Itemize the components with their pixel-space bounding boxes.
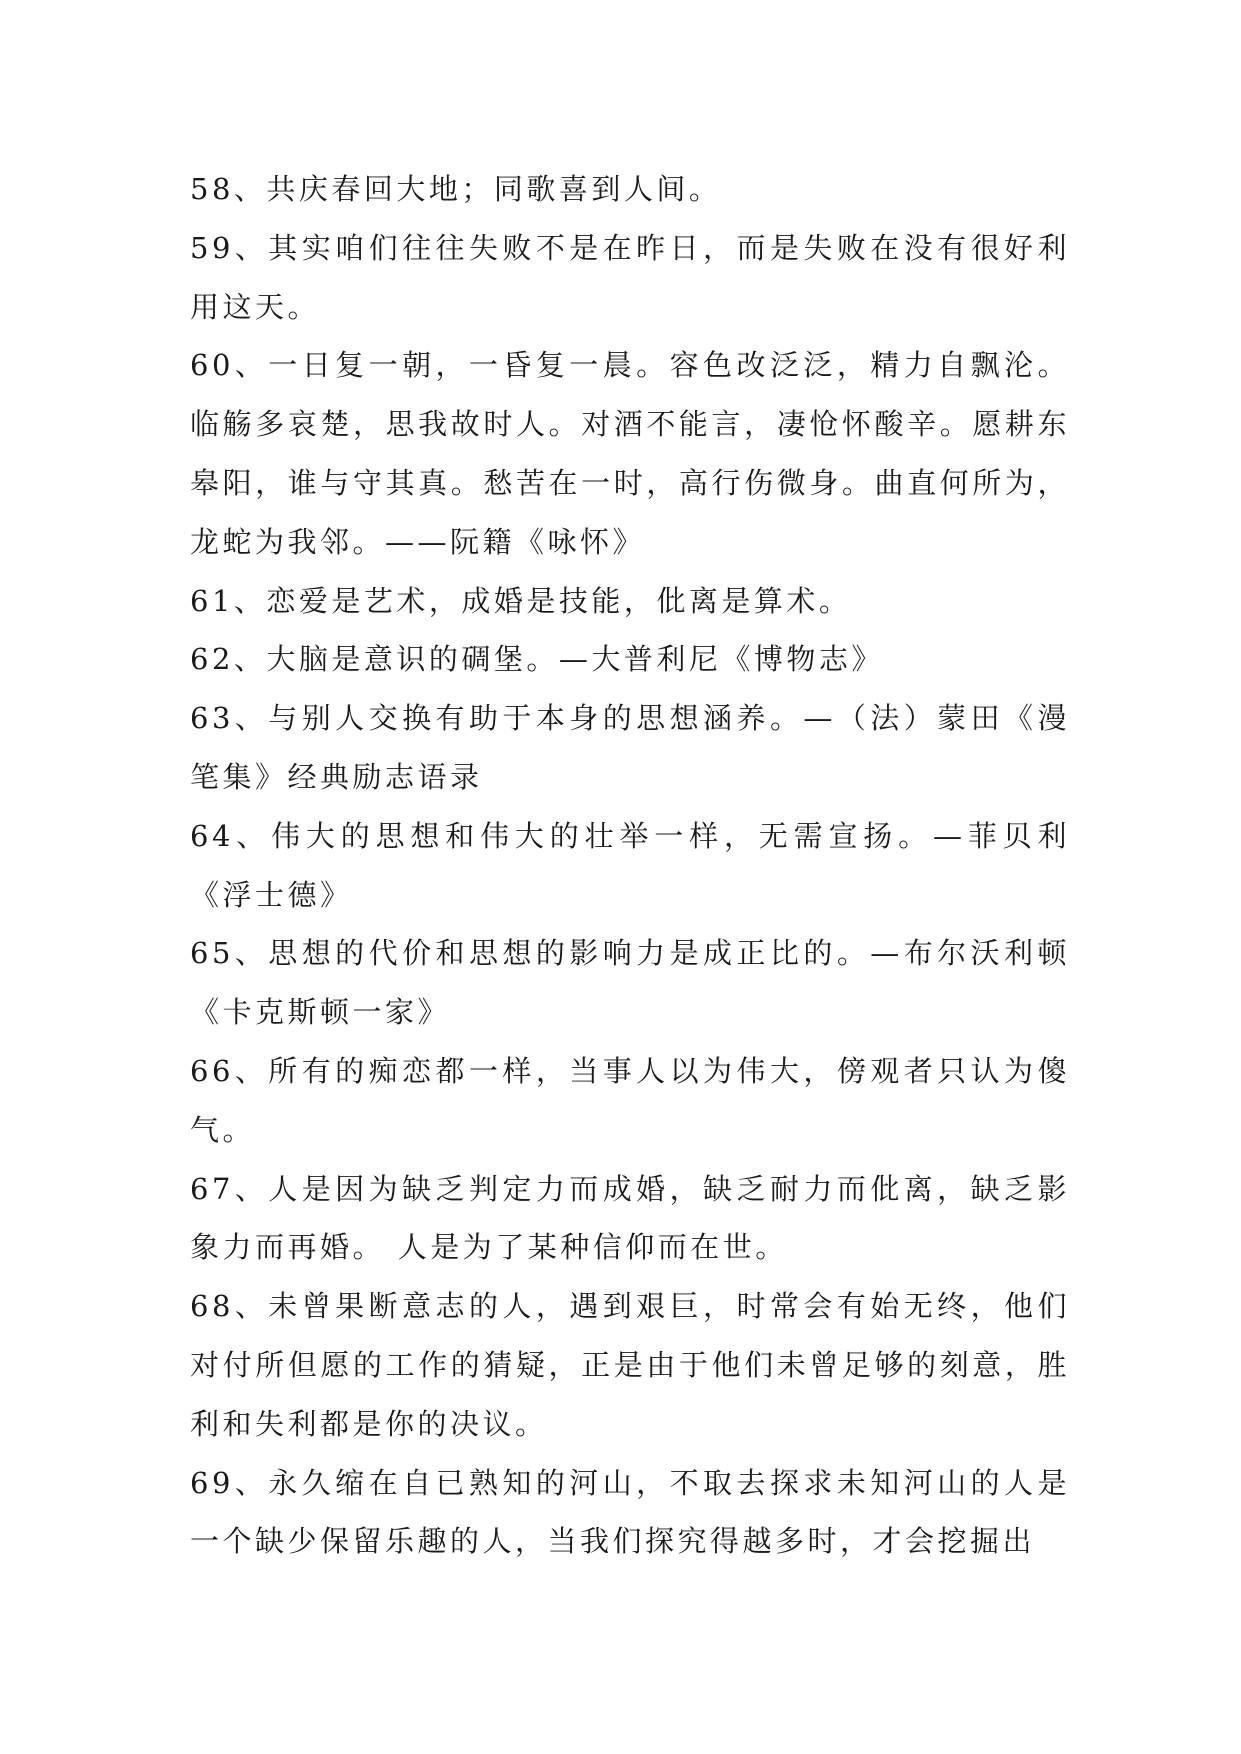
quote-entry-59: 59、其实咱们往往失败不是在昨日，而是失败在没有很好利用这天。 (190, 230, 1070, 324)
quote-entry-62: 62、大脑是意识的碉堡。—大普利尼《博物志》 (190, 642, 884, 677)
quote-entry-63: 63、与别人交换有助于本身的思想涵养。—（法）蒙田《漫笔集》经典励志语录 (190, 701, 1070, 794)
quote-list (190, 160, 1070, 1571)
quote-entry-68: 68、未曾果断意志的人，遇到艰巨，时常会有始无终，他们对付所但愿的工作的猜疑，正是由于他们未曾足够的刻意，胜利和失利都是你的决议。 (190, 1289, 1070, 1441)
quote-entry-61: 61、恋爱是艺术，成婚是技能，仳离是算术。 (190, 583, 852, 618)
quote-entry-58: 58、共庆春回大地；同歌喜到人间。 (190, 172, 722, 206)
quote-entry-65: 65、思想的代价和思想的影响力是成正比的。—布尔沃利顿《卡克斯顿一家》 (190, 936, 1070, 1030)
quote-entry-69: 69、永久缩在自已熟知的河山，不取去探求未知河山的人是一个缺少保留乐趣的人，当我们探究得越多时，才会挖掘出 (190, 1465, 1070, 1559)
quote-entry-67: 67、人是因为缺乏判定力而成婚，缺乏耐力而仳离，缺乏影象力而再婚。 人是为了某种信仰而在世。 (190, 1171, 1070, 1265)
quote-entry-66: 66、所有的痴恋都一样，当事人以为伟大，傍观者只认为傻气。 (190, 1053, 1070, 1147)
quote-entry-60: 60、一日复一朝，一昏复一晨。容色改泛泛，精力自飘沦。临觞多哀楚，思我故时人。对酒不能言，凄怆怀酸辛。愿耕东皋阳，谁与守其真。愁苦在一时，高行伤微身。曲直何所为，龙蛇为我邻。——阮籍《咏怀》 (190, 348, 1070, 559)
quote-entry-64: 64、伟大的思想和伟大的壮举一样，无需宣扬。—菲贝利《浮士德》 (190, 818, 1070, 912)
